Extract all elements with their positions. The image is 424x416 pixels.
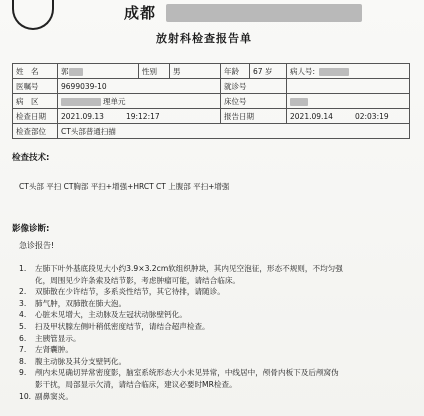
finding-number: 7. <box>19 345 27 355</box>
finding-item <box>19 356 343 368</box>
finding-text: 双肺散在少许结节，多系炎性结节，其它待排，请随诊。 <box>35 287 225 297</box>
finding-text-continued: 影干扰，局部显示欠清，请结合临床，建议必要时MR检查。 <box>35 379 237 389</box>
hospital-logo <box>12 0 54 30</box>
finding-number: 3. <box>19 298 27 308</box>
exam-date-label: 检查日期 <box>13 109 58 124</box>
bed-label: 床位号 <box>221 94 287 109</box>
patient-id-label: 病人号: <box>290 66 316 76</box>
age-value: 67 岁 <box>250 64 287 79</box>
finding-number: 1. <box>19 264 27 273</box>
age-label: 年龄 <box>221 64 250 79</box>
patient-info-table <box>12 63 410 139</box>
redacted-hospital-name <box>166 4 362 22</box>
diagnosis-title: 影像诊断: <box>12 224 50 234</box>
finding-item <box>19 321 343 333</box>
finding-item <box>19 263 343 275</box>
name-label: 姓 名 <box>13 64 58 79</box>
exam-date-cell <box>58 109 221 124</box>
finding-item <box>19 298 343 310</box>
finding-text-continued: 化，周围见少许条索及结节影，考虑肿瘤可能，请结合临床。 <box>35 275 241 285</box>
diagnosis-intro: 急诊报告! <box>19 241 55 250</box>
finding-text: 扫及甲状腺左侧叶稍低密度结节，请结合超声检查。 <box>35 321 210 331</box>
report-date-label: 报告日期 <box>221 109 287 124</box>
finding-item <box>19 391 343 403</box>
visit-label: 就诊号 <box>221 79 287 94</box>
finding-text: 心脏未见增大，主动脉及左冠状动脉壁钙化。 <box>35 310 187 320</box>
finding-text: 左肺下叶外基底段见大小约3.9×3.2cm软组织肿块，其内见空泡征，形态不规则，不均匀强 <box>35 264 343 273</box>
finding-item <box>19 333 343 345</box>
exam-date: 2021.09.13 <box>61 111 104 121</box>
finding-text: 颅内未见确切异常密度影，脑室系统形态大小未见异常，中线居中，颅骨内板下及后颅窝伪 <box>35 368 339 378</box>
name-value: 郭 <box>61 66 69 76</box>
mrn-value: 9699039-10 <box>58 79 221 94</box>
findings-list <box>19 263 343 402</box>
report-date: 2021.09.14 <box>290 111 333 121</box>
ward-value: 理单元 <box>103 96 126 106</box>
finding-text: 肺气肿，双肺散在肺大泡。 <box>35 298 127 308</box>
finding-number: 10. <box>19 391 32 401</box>
finding-text: 腹主动脉及其分支壁钙化。 <box>35 356 127 366</box>
finding-item <box>19 309 343 321</box>
patient-id-cell <box>287 64 410 79</box>
report-time: 02:03:19 <box>354 111 389 121</box>
hospital-name: 成都 <box>124 4 157 22</box>
finding-number: 6. <box>19 333 27 343</box>
finding-item <box>19 367 343 379</box>
finding-number: 9. <box>19 368 27 378</box>
technique-text: CT头部 平扫 CT胸部 平扫+增强+HRCT CT 上腹部 平扫+增强 <box>19 182 230 191</box>
technique-title: 检查技术: <box>12 153 50 163</box>
exam-time: 19:12:17 <box>125 111 160 121</box>
ward-cell <box>58 94 221 109</box>
exam-part-label: 检查部位 <box>13 124 58 139</box>
report-title: 放射科检查报告单 <box>156 32 252 45</box>
mrn-label: 医嘱号 <box>13 79 58 94</box>
report-date-cell <box>287 109 410 124</box>
redacted-bed <box>290 98 308 106</box>
name-cell <box>58 64 139 79</box>
exam-part-value: CT头部普通扫描 <box>58 124 410 139</box>
finding-number: 2. <box>19 287 27 297</box>
finding-number: 4. <box>19 310 27 320</box>
redacted-ward <box>61 98 101 106</box>
visit-value <box>287 79 410 94</box>
redacted-name <box>69 68 83 76</box>
bed-cell <box>287 94 410 109</box>
sex-value: 男 <box>170 64 221 79</box>
sex-label: 性别 <box>139 64 170 79</box>
finding-text: 副鼻窦炎。 <box>35 391 73 401</box>
ward-label: 病 区 <box>13 94 58 109</box>
finding-number: 8. <box>19 356 27 366</box>
finding-text: 左肾囊肿。 <box>35 345 73 355</box>
finding-number: 5. <box>19 321 27 331</box>
finding-item <box>19 344 343 356</box>
finding-text: 主胰管显示。 <box>35 333 81 343</box>
redacted-patient-id <box>319 68 349 76</box>
finding-item <box>19 286 343 298</box>
